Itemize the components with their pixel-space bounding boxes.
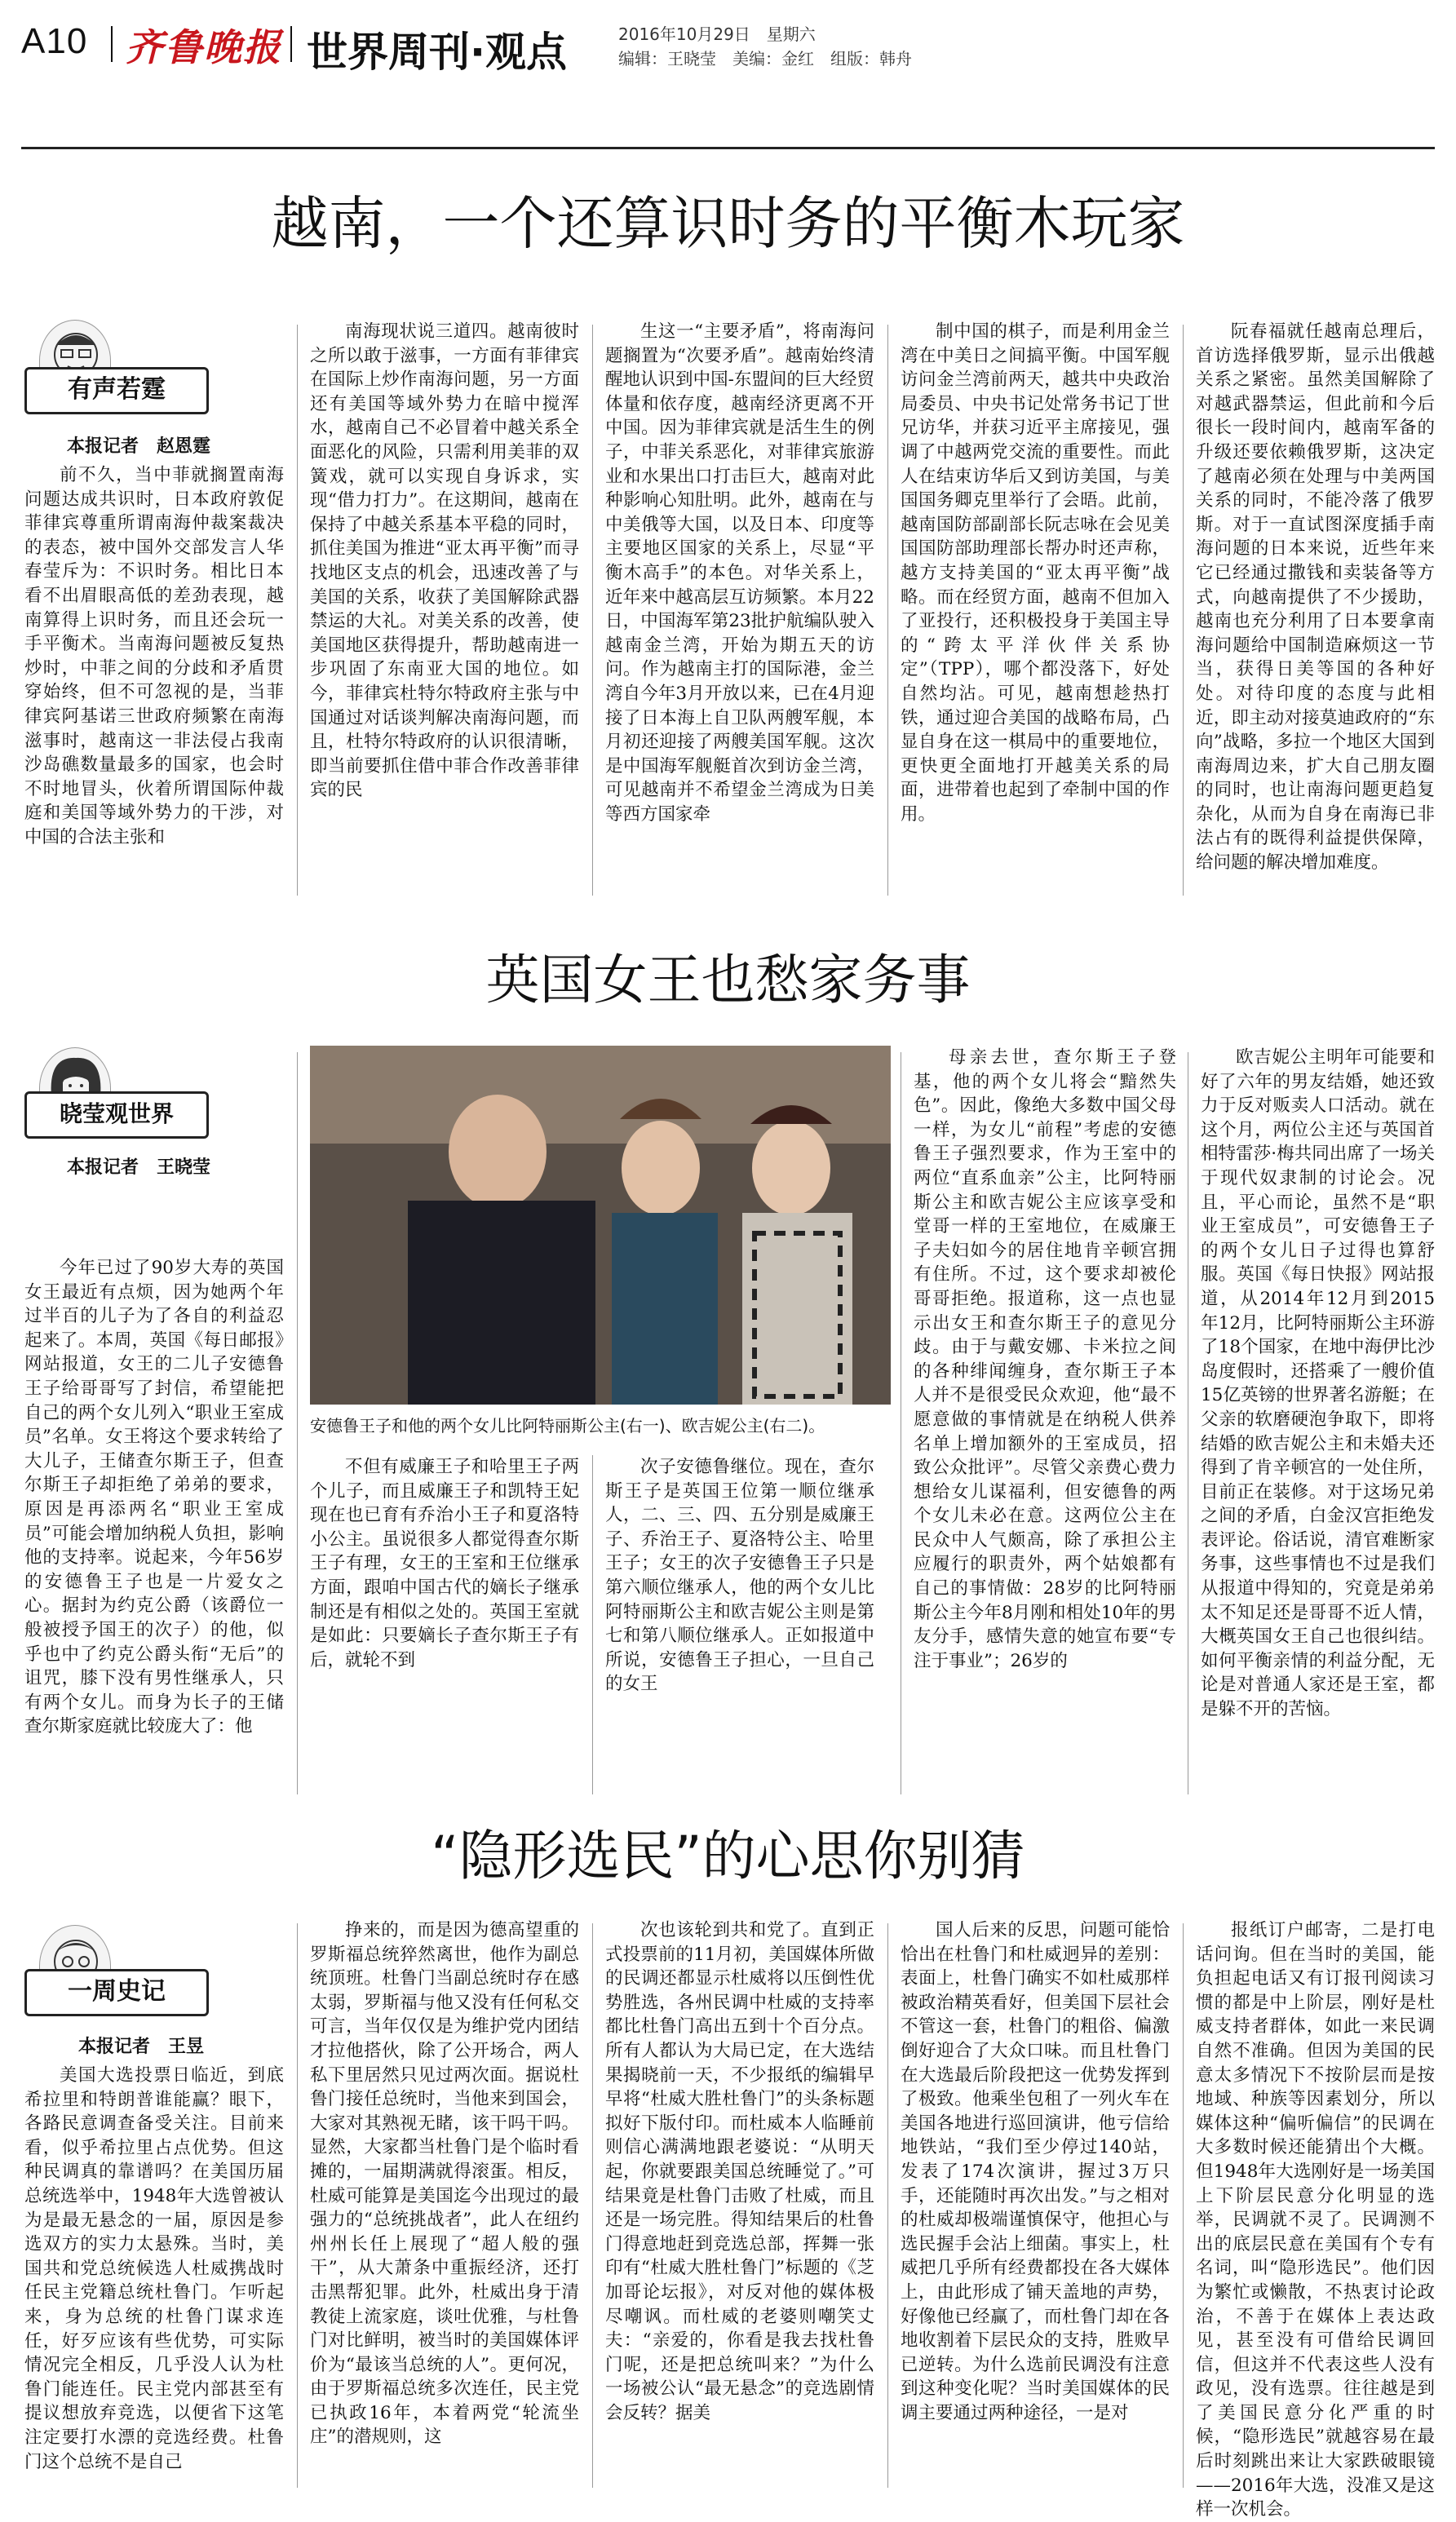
article3-col-3: 次也该轮到共和党了。直到正式投票前的11月初，美国媒体所做的民调还都显示杜威将以压倒性优势胜选，各州民调中杜威的支持率都比杜鲁门高出五到十个百分点。所有人都认为大局已定，在大选结果揭晓前一天，不少报纸的编辑早早将“杜威大胜杜鲁门”的头条标题拟好下版付印。而杜威本人临睡前则信心满满地跟老婆说：“从明天起，你就要跟美国总统睡觉了。”可结果竟是杜鲁门击败了杜威，而且还是一场完胜。得知结果后的杜鲁门得意地赶到竞选总部，挥舞一张印有“杜威大胜杜鲁门”标题的《芝加哥论坛报》，对反对他的媒体极尽嘲讽。而杜威的老婆则嘲笑丈夫：“亲爱的，你看是我去找杜鲁门呢，还是把总统叫来？”为什么一场被公认“最无悬念”的竞选剧情会反转？据美 [605, 1920, 874, 2423]
column-divider [887, 1923, 888, 2488]
article3-col-2: 挣来的，而是因为德高望重的罗斯福总统猝然离世，他作为副总统顶班。杜鲁门当副总统时存在感太弱，罗斯福与他又没有任何私交可言，当年仅仅是为维护党内团结才拉他搭伙，除了公开场合，两人私下里居然只见过两次面。据说杜鲁门接任总统时，当他来到国会，大家对其熟视无睹，该干吗干吗。显然，大家都当杜鲁门是个临时看摊的，一届期满就得滚蛋。相反，杜威可能算是美国迄今出现过的最强力的“总统挑战者”，此人在纽约州州长任上展现了“超人般的强干”，从大萧条中重振经济，还打击黑帮犯罪。此外，杜威出身于清教徒上流家庭，谈吐优雅，与杜鲁门对比鲜明，被当时的美国媒体评价为“最该当总统的人”。更何况，由于罗斯福总统多次连任，民主党已执政16年，本着两党“轮流坐庄”的潜规则，这 [310, 1920, 579, 2448]
column-divider [592, 1923, 593, 2488]
article3-col-4: 国人后来的反思，问题可能恰恰出在杜鲁门和杜威迥异的差别：表面上，杜鲁门确实不如杜威那样被政治精英看好，但美国下层社会不管这一套，杜鲁门的粗俗、偏激倒好迎合了大众口味。而且杜鲁门在大选最后阶段把这一优势发挥到了极致。他乘坐包租了一列火车在美国各地进行巡回演讲，他亏信给地铁站，“我们至少停过140站，发表了174次演讲，握过3万只手，还能随时再次出发。”与之相对的杜威却极端谨慎保守，他担心与选民握手会沾上细菌。事实上，杜威把几乎所有经费都投在各大媒体上，由此形成了铺天盖地的声势，好像他已经赢了，而杜鲁门却在各地收割着下层民众的支持，胜败早已逆转。为什么选前民调没有注意到这种变化呢？当时美国媒体的民调主要通过两种途径，一是对 [901, 1920, 1170, 2423]
column-divider [297, 1052, 298, 1794]
column-divider [1183, 325, 1184, 896]
column-divider [297, 1923, 298, 2488]
article3-col-1: 美国大选投票日临近，到底希拉里和特朗普谁能赢？眼下，各路民意调查备受关注。目前来看，似乎希拉里占点优势。但这种民调真的靠谱吗？在美国历届总统选举中，1948年大选曾被认为是最无悬念的一届，原因是参选双方的实力太悬殊。当时，美国共和党总统候选人杜威携战时任民主党籍总统杜鲁门。乍听起来，身为总统的杜鲁门谋求连任，好歹应该有些优势，可实际情况完全相反，几乎没人认为杜鲁门能连任。民主党内部甚至有提议想放弃竞选，以便省下这笔注定要打水漂的竞选经费。杜鲁门这个总统不是自己 [24, 2065, 284, 2472]
column-divider [297, 325, 298, 896]
editor-credits: 编辑：王晓莹 美编：金红 组版：韩舟 [618, 49, 912, 69]
article3-headline: “隐形选民”的心思你别猜 [431, 1825, 1025, 1887]
column-divider [592, 1455, 593, 1794]
byline: 本报记者 赵恩霆 [67, 436, 211, 457]
column-divider [887, 325, 888, 896]
news-photo [310, 1046, 891, 1405]
page-number: A10 [21, 21, 88, 61]
article2-col-2: 不但有威廉王子和哈里王子两个儿子，而且威廉王子和凯特王妃现在也已育有乔治小王子和夏洛特小公主。虽说很多人都觉得查尔斯王子有理，女王的王室和王位继承方面，跟咱中国古代的嫡长子继承制还是有相似之处的。英国王室就是如此：只要嫡长子查尔斯王子有后，就轮不到 [310, 1457, 579, 1670]
column-badge: 一周史记 [24, 1969, 209, 2016]
byline: 本报记者 王晓莹 [67, 1157, 211, 1178]
article1-col-1: 前不久，当中菲就搁置南海问题达成共识时，日本政府敦促菲律宾尊重所谓南海仲裁案裁决的表态，被中国外交部发言人华春莹斥为：不识时务。相比日本看不出眉眼高低的差劲表现，越南算得上识时务，而且还会玩一手平衡术。当南海问题被反复热炒时，中菲之间的分歧和矛盾贯穿始终，但不可忽视的是，当菲律宾阿基诺三世政府频繁在南海滋事时，越南这一非法侵占我南沙岛礁数量最多的国家，也会时不时地冒头，伙着所谓国际仲裁庭和美国等域外势力的干涉，对中国的合法主张和 [24, 465, 284, 847]
article2-col-3: 次子安德鲁继位。现在，查尔斯王子是英国王位第一顺位继承人，二、三、四、五分别是威廉王子、乔治王子、夏洛特公主、哈里王子；女王的次子安德鲁王子只是第六顺位继承人，他的两个女儿比阿特丽斯公主和欧吉妮公主则是第七和第八顺位继承人。正如报道中所说，安德鲁王子担心，一旦自己的女王 [605, 1457, 874, 1695]
masthead [21, 15, 1441, 76]
article3-col-5: 报纸订户邮寄，二是打电话问询。但在当时的美国，能负担起电话又有订报刊阅读习惯的都是中上阶层，刚好是杜威支持者群体，如此一来民调自然不准确。但因为美国的民意太多情况下不按阶层而是按地域、种族等因素划分，所以媒体这种“偏听偏信”的民调在大多数时候还能猜出个大概。但1948年大选刚好是一场美国上下阶层民意分化明显的选举，民调就不灵了。民调测不出的底层民意在美国有个专有名词，叫“隐形选民”。他们因为繁忙或懒散，不热衷讨论政治，不善于在媒体上表达政见，甚至没有可借给民调回信，但这并不代表这些人没有政见，没有选票。往往越是到了美国民意分化严重的时候，“隐形选民”就越容易在最后时刻跳出来让大家跌破眼镜——2016年大选，没准又是这样一次机会。 [1196, 1920, 1435, 2520]
photo-figures-icon [310, 1046, 891, 1405]
divider [111, 26, 113, 62]
issue-date: 2016年10月29日 星期六 [618, 24, 816, 44]
column-badge: 晓莹观世界 [24, 1091, 209, 1139]
column-divider [592, 325, 593, 896]
article2-col-1: 今年已过了90岁大寿的英国女王最近有点烦，因为她两个年过半百的儿子为了各自的利益忍起来了。本周，英国《每日邮报》网站报道，女王的二儿子安德鲁王子给哥哥写了封信，希望能把自己的两个女儿列入“职业王室成员”名单。女王将这个要求转给了大儿子，王储查尔斯王子，但查尔斯王子却拒绝了弟弟的要求，原因是再添两名“职业王室成员”可能会增加纳税人负担，影响他的支持率。说起来，今年56岁的安德鲁王子也是一片爱女之心。据封为约克公爵（该爵位一般被授予国王的次子）的他，似乎也中了约克公爵头衔“无后”的诅咒，膝下没有男性继承人，只有两个女儿。而身为长子的王储查尔斯家庭就比较庞大了：他 [24, 1258, 284, 1737]
section-title: 世界周刊·观点 [307, 29, 567, 76]
byline: 本报记者 王昱 [78, 2037, 205, 2057]
article1-col-2: 南海现状说三道四。越南彼时之所以敢于滋事，一方面有菲律宾在国际上炒作南海问题，另一方面还有美国等域外势力在暗中搅浑水，越南自己不必冒着中越关系全面恶化的风险，只需利用美菲的双簧戏，就可以实现自身诉求，实现“借力打力”。在这期间，越南在保持了中越关系基本平稳的同时，抓住美国为推进“亚太再平衡”而寻找地区支点的机会，迅速改善了与美国的关系，收获了美国解除武器禁运的大礼。对美关系的改善，使美国地区获得提升，帮助越南进一步巩固了东南亚大国的地位。如今，菲律宾杜特尔特政府主张与中国通过对话谈判解决南海问题，而且，杜特尔特政府的认识很清晰，即当前要抓住借中菲合作改善菲律宾的民 [310, 321, 579, 801]
article2-headline: 英国女王也愁家务事 [485, 949, 971, 1011]
divider [290, 26, 292, 62]
column-divider [1183, 1923, 1184, 2488]
masthead-rule [21, 147, 1435, 149]
article2-col-4: 母亲去世，查尔斯王子登基，他的两个女儿将会“黯然失色”。因此，像绝大多数中国父母一样，为女儿“前程”考虑的安德鲁王子强烈要求，作为王室中的两位“直系血亲”公主，比阿特丽斯公主和欧吉妮公主应该享受和堂哥一样的王室地位，在威廉王子夫妇如今的居住地肯辛顿宫拥有住所。不过，这个要求却被伦哥哥拒绝。报道称，这一点也显示出女王和查尔斯王子的意见分歧。由于与戴安娜、卡米拉之间的各种绯闻缠身，查尔斯王子本人并不是很受民众欢迎，他“最不愿意做的事情就是在纳税人供养名单上增加额外的王室成员，招致公众批评”。尽管父亲费心费力想给女儿谋福利，但安德鲁的两个女儿未必在意。这两位公主在民众中人气颇高，除了承担公主应履行的职责外，两个姑娘都有自己的事情做：28岁的比阿特丽斯公主今年8月刚和相处10年的男友分手，感情失意的她宣布要“专注于事业”；26岁的 [914, 1047, 1176, 1671]
article2-col-5: 欧吉妮公主明年可能要和好了六年的男友结婚，她还致力于反对贩卖人口活动。就在这个月，两位公主还与英国首相特雷莎·梅共同出席了一场关于现代奴隶制的讨论会。况且，平心而论，虽然不是“职业王室成员”，可安德鲁王子的两个女儿日子过得也算舒服。英国《每日快报》网站报道，从2014年12月到2015年12月，比阿特丽斯公主环游了18个国家，在地中海伊比沙岛度假时，还搭乘了一艘价值15亿英镑的世界著名游艇；在父亲的软磨硬泡争取下，即将结婚的欧吉妮公主和未婚夫还得到了肯辛顿宫的一处住所，目前正在装修。对于这场兄弟之间的矛盾，白金汉宫拒绝发表评论。俗话说，清官难断家务事，这些事情也不过是我们从报道中得知的，究竟是弟弟太不知足还是哥哥不近人情，大概英国女王自己也很纠结。如何平衡亲情的利益分配，无论是对普通人家还是王室，都是躲不开的苦恼。 [1201, 1047, 1435, 1720]
article1-col-5: 阮春福就任越南总理后，首访选择俄罗斯，显示出俄越关系之紧密。虽然美国解除了对越武器禁运，但此前和今后很长一段时间内，越南军备的升级还要依赖俄罗斯，这决定了越南必须在处理与中美两国关系的同时，不能冷落了俄罗斯。对于一直试图深度插手南海问题的日本来说，近些年来它已经通过撒钱和卖装备等方式，向越南提供了不少援助，越南也充分利用了日本要拿南海问题给中国制造麻烦这一节当，获得日美等国的各种好处。对待印度的态度与此相近，即主动对接莫迪政府的“东向”战略，多拉一个地区大国到南海周边来，扩大自己朋友圈的同时，也让南海问题更趋复杂化，从而为自身在南海已非法占有的既得利益提供保障，给问题的解决增加难度。 [1196, 321, 1435, 874]
paper-logo: 齐鲁晚报 [126, 25, 282, 69]
article1-col-3: 生这一“主要矛盾”，将南海问题搁置为“次要矛盾”。越南始终清醒地认识到中国-东盟间的巨大经贸体量和依存度，越南经济更离不开中国。因为菲律宾就是活生生的例子，中菲关系恶化，对菲律宾旅游业和水果出口打击巨大，越南对此种影响心知肚明。此外，越南在与中美俄等大国，以及日本、印度等主要地区国家的关系上，尽显“平衡木高手”的本色。对华关系上，近年来中越高层互访频繁。本月22日，中国海军第23批护航编队驶入越南金兰湾，开始为期五天的访问。作为越南主打的国际港，金兰湾自今年3月开放以来，已在4月迎接了日本海上自卫队两艘军舰，本月初还迎接了两艘美国军舰。这次是中国海军舰艇首次到访金兰湾，可见越南并不希望金兰湾成为日美等西方国家牵 [605, 321, 874, 825]
article1-headline: 越南，一个还算识时务的平衡木玩家 [271, 190, 1185, 257]
column-badge: 有声若霆 [24, 367, 209, 414]
article1-col-4: 制中国的棋子，而是利用金兰湾在中美日之间搞平衡。中国军舰访问金兰湾前两天，越共中央政治局委员、中央书记处常务书记丁世兄访华，并获习近平主席接见，强调了中越两党交流的重要性。而此人在结束访华后又到访美国，与美国国务卿克里举行了会晤。此前，越南国防部副部长阮志咏在会见美国国防部助理部长帮办时还声称，越方支持美国的“亚太再平衡”战略。而在经贸方面，越南不但加入了亚投行，还积极投身于美国主导的“跨太平洋伙伴关系协定”（TPP），哪个都没落下，好处自然均沾。可见，越南想趁热打铁，通过迎合美国的战略布局，凸显自身在这一棋局中的重要地位，更快更全面地打开越美关系的局面，进带着也起到了牵制中国的作用。 [901, 321, 1170, 825]
photo-caption: 安德鲁王子和他的两个女儿比阿特丽斯公主(右一)、欧吉妮公主(右二)。 [310, 1416, 825, 1436]
